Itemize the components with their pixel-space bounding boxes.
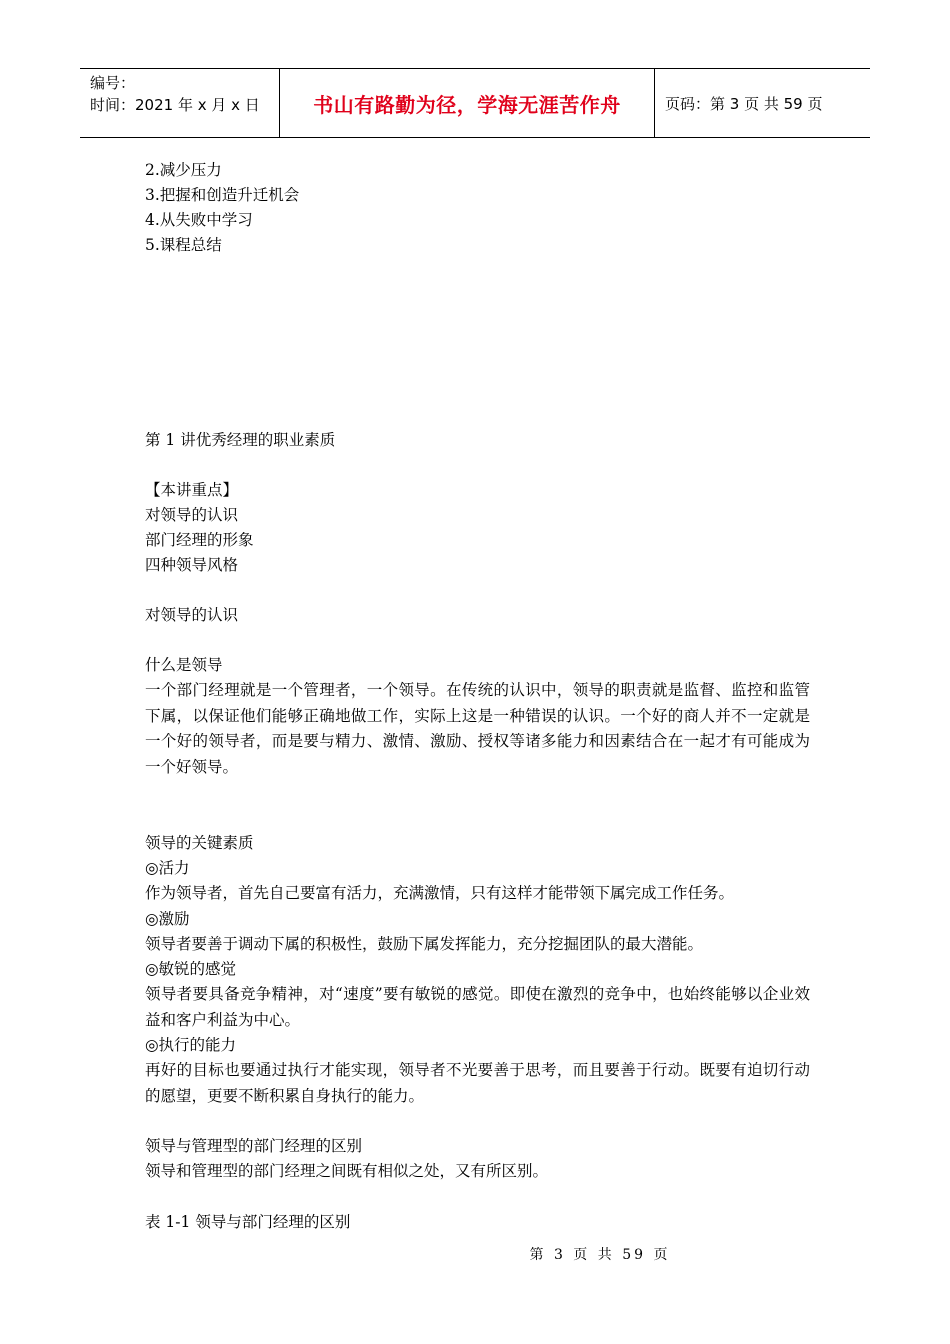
- paragraph-what-is-leadership: 一个部门经理就是一个管理者，一个领导。在传统的认识中，领导的职责就是监督、监控和监管下属，以保证他们能够正确地做工作，实际上这是一种错误的认识。一个好的商人并不一定就是一个好的领导者，而是要与精力、激情、激励、授权等诸多能力和因素结合在一起才有可能成为一个好领导。: [145, 681, 810, 776]
- toc-item: 4.从失败中学习: [145, 211, 253, 229]
- focus-item: 对领导的认识: [145, 506, 239, 524]
- header-time-label: 时间：2021 年 x 月 x 日: [90, 96, 260, 114]
- table-caption: 表 1-1 领导与部门经理的区别: [145, 1212, 351, 1231]
- quality-text: 领导者要具备竞争精神，对“速度”要有敏锐的感觉。即使在激烈的竞争中，也始终能够以企业效益和客户利益为中心。: [145, 985, 810, 1029]
- toc-item: 5.课程总结: [145, 236, 222, 254]
- header-slogan: 书山有路勤为径，学海无涯苦作舟: [280, 69, 655, 137]
- header-page-info: 页码：第 3 页 共 59 页: [665, 94, 823, 113]
- quality-text: 再好的目标也要通过执行才能实现，领导者不光要善于思考，而且要善于行动。既要有迫切行动的愿望，更要不断积累自身执行的能力。: [145, 1061, 810, 1105]
- subheading-difference: 领导与管理型的部门经理的区别: [145, 1137, 363, 1155]
- subheading-what-is-leadership: 什么是领导: [145, 656, 223, 674]
- header-number-label: 编号：: [90, 74, 136, 92]
- quality-title: ◎激励: [145, 909, 190, 928]
- lecture-title: 第 1 讲优秀经理的职业素质: [145, 431, 336, 449]
- toc-item: 2.减少压力: [145, 161, 222, 179]
- subheading-key-qualities: 领导的关键素质: [145, 834, 254, 852]
- section-title: 对领导的认识: [145, 606, 239, 624]
- quality-title: ◎执行的能力: [145, 1036, 237, 1054]
- focus-item: 部门经理的形象: [145, 531, 254, 549]
- focus-item: 四种领导风格: [145, 556, 239, 574]
- quality-text: 作为领导者，首先自己要富有活力，充满激情，只有这样才能带领下属完成工作任务。: [145, 884, 735, 902]
- toc-item: 3.把握和创造升迁机会: [145, 186, 300, 204]
- focus-heading: 【本讲重点】: [145, 481, 239, 499]
- page-footer: 第 3 页 共 59 页: [529, 1247, 671, 1263]
- document-body: [145, 158, 810, 1235]
- page-header: [80, 68, 870, 138]
- quality-text: 领导者要善于调动下属的积极性，鼓励下属发挥能力，充分挖掘团队的最大潜能。: [145, 934, 704, 953]
- quality-title: ◎敏锐的感觉: [145, 960, 237, 978]
- paragraph-difference: 领导和管理型的部门经理之间既有相似之处，又有所区别。: [145, 1162, 549, 1180]
- header-meta: [80, 69, 280, 137]
- quality-title: ◎活力: [145, 859, 190, 877]
